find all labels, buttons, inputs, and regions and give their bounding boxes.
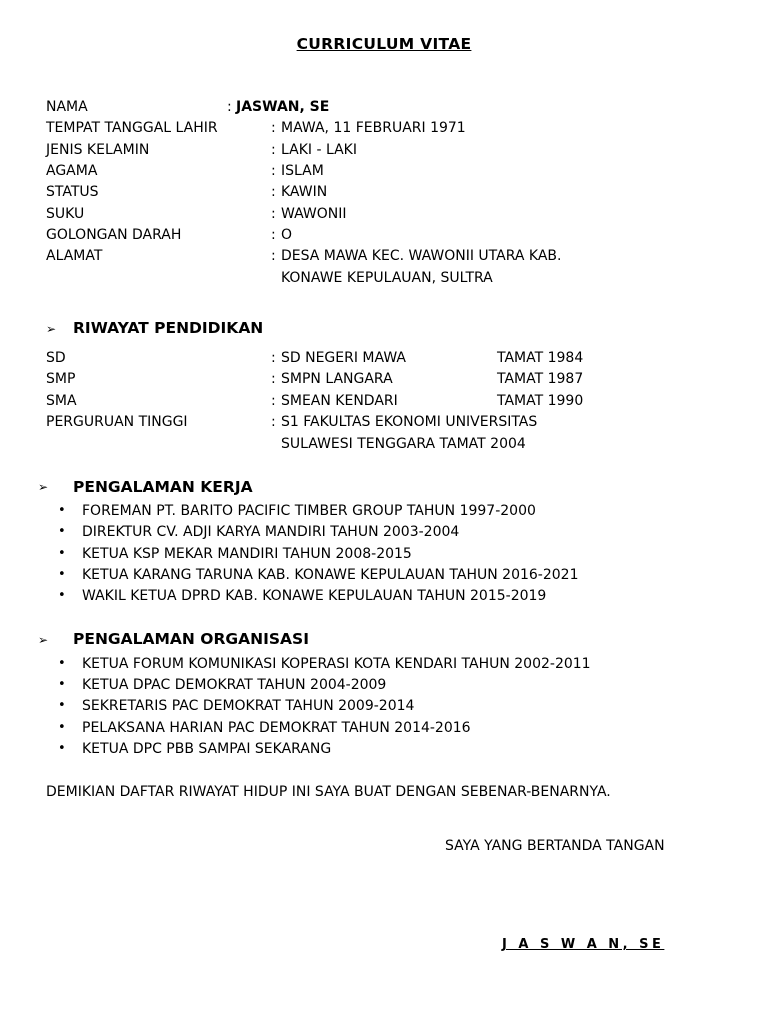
education-level: PERGURUAN TINGGI bbox=[46, 414, 188, 430]
education-level: SMA bbox=[46, 393, 77, 409]
document-title: CURRICULUM VITAE bbox=[296, 35, 472, 53]
education-school: S1 FAKULTAS EKONOMI UNIVERSITAS bbox=[281, 414, 538, 430]
education-school: SMEAN KENDARI bbox=[281, 393, 398, 409]
field-value-status: KAWIN bbox=[281, 184, 328, 200]
list-item: KETUA KARANG TARUNA KAB. KONAWE KEPULAUAN TAHUN 2016-2021 bbox=[82, 567, 579, 583]
field-value-religion: ISLAM bbox=[281, 163, 324, 179]
list-item: FOREMAN PT. BARITO PACIFIC TIMBER GROUP TAHUN 1997-2000 bbox=[82, 503, 536, 519]
education-school-line2: SULAWESI TENGGARA TAMAT 2004 bbox=[281, 436, 526, 452]
bullet-icon: • bbox=[58, 656, 66, 671]
list-item: KETUA DPC PBB SAMPAI SEKARANG bbox=[82, 741, 332, 757]
signature-label: SAYA YANG BERTANDA TANGAN bbox=[445, 838, 665, 854]
education-year: TAMAT 1984 bbox=[497, 350, 584, 366]
closing-statement: DEMIKIAN DAFTAR RIWAYAT HIDUP INI SAYA BUAT DENGAN SEBENAR-BENARNYA. bbox=[46, 784, 611, 800]
field-value-name: JASWAN, SE bbox=[236, 99, 330, 115]
field-separator: : bbox=[271, 248, 276, 264]
field-value-address: DESA MAWA KEC. WAWONII UTARA KAB. bbox=[281, 248, 562, 264]
field-separator: : bbox=[271, 142, 276, 158]
field-label-status: STATUS bbox=[46, 184, 99, 200]
bullet-icon: • bbox=[58, 588, 66, 603]
field-label-religion: AGAMA bbox=[46, 163, 98, 179]
field-value-blood: O bbox=[281, 227, 293, 243]
arrow-bullet-icon: ➢ bbox=[46, 322, 57, 336]
field-separator: : bbox=[271, 120, 276, 136]
education-level: SMP bbox=[46, 371, 76, 387]
field-value-gender: LAKI - LAKI bbox=[281, 142, 357, 158]
list-item: WAKIL KETUA DPRD KAB. KONAWE KEPULAUAN TAHUN 2015-2019 bbox=[82, 588, 547, 604]
list-item: KETUA DPAC DEMOKRAT TAHUN 2004-2009 bbox=[82, 677, 387, 693]
field-separator: : bbox=[271, 414, 276, 430]
bullet-icon: • bbox=[58, 741, 66, 756]
field-label-ethnicity: SUKU bbox=[46, 206, 85, 222]
field-value-birth: MAWA, 11 FEBRUARI 1971 bbox=[281, 120, 466, 136]
field-label-birth: TEMPAT TANGGAL LAHIR bbox=[46, 120, 218, 136]
education-level: SD bbox=[46, 350, 66, 366]
list-item: KETUA KSP MEKAR MANDIRI TAHUN 2008-2015 bbox=[82, 546, 412, 562]
list-item: DIREKTUR CV. ADJI KARYA MANDIRI TAHUN 2003-2004 bbox=[82, 524, 460, 540]
list-item: SEKRETARIS PAC DEMOKRAT TAHUN 2009-2014 bbox=[82, 698, 415, 714]
education-heading: RIWAYAT PENDIDIKAN bbox=[73, 319, 264, 337]
work-heading: PENGALAMAN KERJA bbox=[73, 478, 253, 496]
bullet-icon: • bbox=[58, 546, 66, 561]
bullet-icon: • bbox=[58, 720, 66, 735]
education-school: SMPN LANGARA bbox=[281, 371, 393, 387]
bullet-icon: • bbox=[58, 698, 66, 713]
field-separator: : bbox=[271, 227, 276, 243]
organization-heading: PENGALAMAN ORGANISASI bbox=[73, 630, 309, 648]
field-separator: : bbox=[227, 99, 232, 115]
field-label-name: NAMA bbox=[46, 99, 88, 115]
education-year: TAMAT 1990 bbox=[497, 393, 584, 409]
signature-name: J A S W A N, SE bbox=[502, 937, 665, 952]
arrow-bullet-icon: ➢ bbox=[38, 633, 49, 647]
field-label-blood: GOLONGAN DARAH bbox=[46, 227, 182, 243]
bullet-icon: • bbox=[58, 503, 66, 518]
field-separator: : bbox=[271, 184, 276, 200]
field-label-address: ALAMAT bbox=[46, 248, 103, 264]
education-school: SD NEGERI MAWA bbox=[281, 350, 406, 366]
bullet-icon: • bbox=[58, 567, 66, 582]
field-label-gender: JENIS KELAMIN bbox=[46, 142, 150, 158]
field-separator: : bbox=[271, 350, 276, 366]
list-item: KETUA FORUM KOMUNIKASI KOPERASI KOTA KENDARI TAHUN 2002-2011 bbox=[82, 656, 591, 672]
field-value-address-line2: KONAWE KEPULAUAN, SULTRA bbox=[281, 270, 493, 286]
arrow-bullet-icon: ➢ bbox=[38, 480, 49, 494]
bullet-icon: • bbox=[58, 524, 66, 539]
bullet-icon: • bbox=[58, 677, 66, 692]
field-separator: : bbox=[271, 163, 276, 179]
field-value-ethnicity: WAWONII bbox=[281, 206, 347, 222]
education-year: TAMAT 1987 bbox=[497, 371, 584, 387]
list-item: PELAKSANA HARIAN PAC DEMOKRAT TAHUN 2014-2016 bbox=[82, 720, 471, 736]
field-separator: : bbox=[271, 393, 276, 409]
field-separator: : bbox=[271, 206, 276, 222]
field-separator: : bbox=[271, 371, 276, 387]
